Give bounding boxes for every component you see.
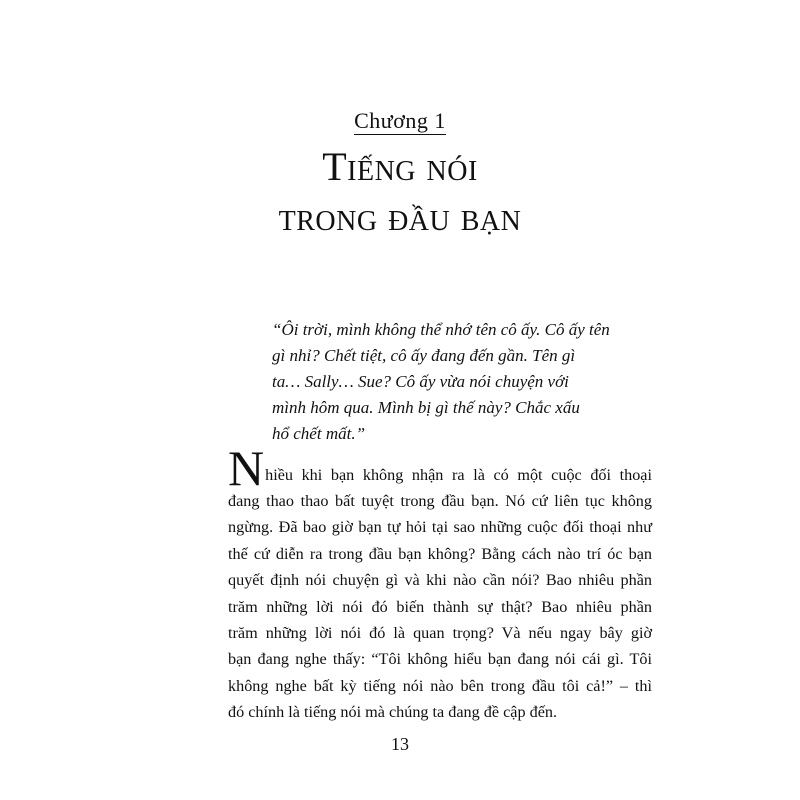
epigraph-quote (272, 317, 632, 447)
epigraph-line: “Ôi trời, mình không thể nhớ tên cô ấy. Cô ấy tên (272, 320, 610, 339)
chapter-label-text: Chương 1 (354, 108, 446, 133)
epigraph-line: ta… Sally… Sue? Cô ấy vừa nói chuyện với (272, 372, 569, 391)
epigraph-line: hổ chết mất.” (272, 424, 366, 443)
body-line: trăm những lời nói đó biến thành sự thật? Bao nhiêu phần (228, 597, 652, 616)
chapter-title-line: trong đầu bạn (278, 194, 522, 239)
page-number: 13 (391, 734, 409, 754)
body-line: ngừng. Đã bao giờ bạn tự hỏi tại sao những cuộc đối thoại như (228, 518, 652, 537)
body-line: quyết định nói chuyện gì và khi nào cần nói? Bao nhiêu phần (228, 571, 652, 590)
epigraph-line: gì nhỉ? Chết tiệt, cô ấy đang đến gần. Tên gì (272, 346, 576, 365)
body-line: trăm những lời nói đó là quan trọng? Và nếu ngay bây giờ (228, 624, 652, 643)
drop-cap: N (228, 440, 265, 496)
body-first-line (228, 440, 652, 496)
chapter-title (0, 142, 800, 242)
chapter-label (0, 108, 800, 134)
body-line: không nghe bất kỳ tiếng nói nào bên trong đầu tôi cả!” – thì (228, 676, 652, 695)
body-line: bạn đang nghe thấy: “Tôi không hiểu bạn đang nói cái gì. Tôi (228, 650, 652, 669)
body-line: đang thao thao bất tuyệt trong đầu bạn. Nó cứ liên tục không (228, 492, 652, 510)
body-line: thế cứ diễn ra trong đầu bạn không? Bằng cách nào trí óc bạn (228, 544, 652, 563)
body-line: hiều khi bạn không nhận ra là có một cuộc đối thoại (265, 465, 652, 484)
body-line: đó chính là tiếng nói mà chúng ta đang đề cập đến. (228, 703, 558, 722)
epigraph-line: mình hôm qua. Mình bị gì thế này? Chắc xấu (272, 398, 580, 417)
body-paragraph (228, 440, 652, 726)
chapter-title-line: Tiếng nói (322, 144, 478, 189)
